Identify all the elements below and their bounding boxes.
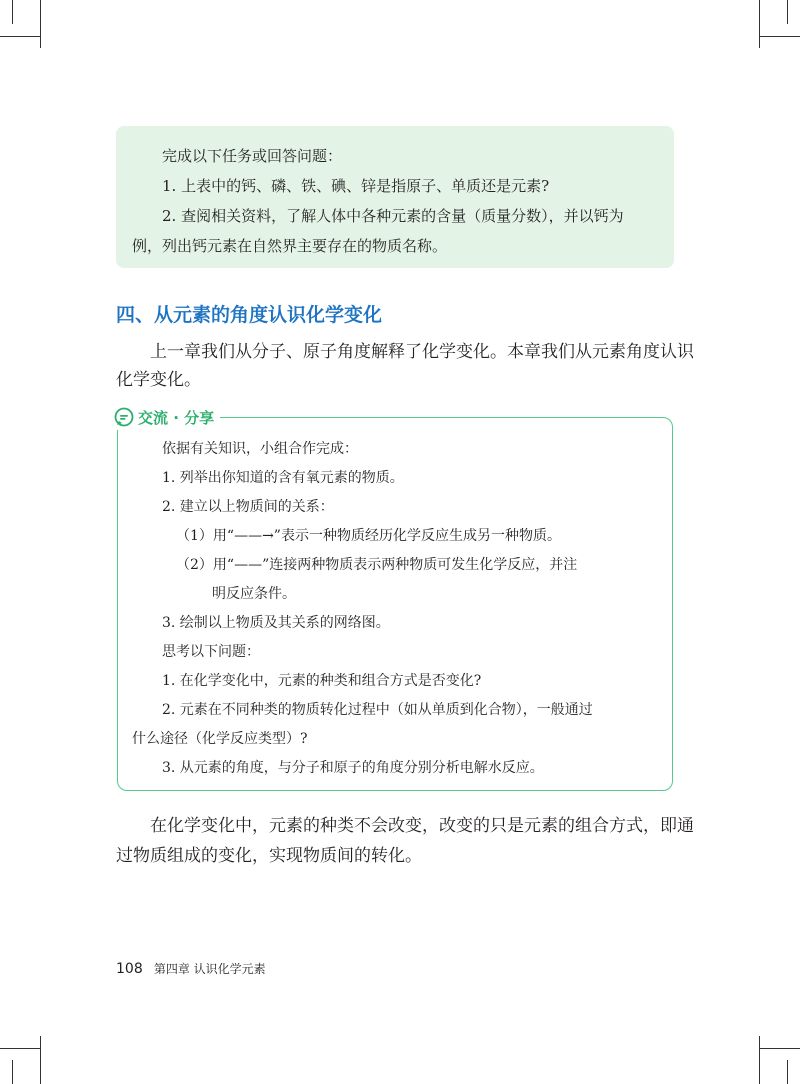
crop-mark: [0, 36, 40, 37]
share-line: 2. 建立以上物质间的关系：: [162, 499, 334, 515]
crop-mark: [760, 1048, 800, 1049]
share-title: [112, 404, 220, 430]
crop-mark: [760, 36, 800, 37]
intro-line: 化学变化。: [116, 370, 201, 390]
crop-mark: [787, 1060, 788, 1084]
share-line: 2. 元素在不同种类的物质转化过程中（如从单质到化合物），一般通过: [162, 702, 593, 718]
page-number: 108: [116, 961, 143, 977]
share-line: （2）用“——”连接两种物质表示两种物质可发生化学反应，并注: [176, 557, 578, 573]
crop-mark: [40, 1036, 41, 1084]
share-line: 思考以下问题：: [162, 644, 260, 660]
share-line: （1）用“——→”表示一种物质经历化学反应生成另一种物质。: [176, 528, 561, 544]
page-footer: [116, 958, 266, 977]
share-line: 3. 绘制以上物质及其关系的网络图。: [162, 615, 390, 631]
share-line: 什么途径（化学反应类型）?: [132, 731, 308, 747]
crop-mark: [12, 1060, 13, 1084]
task-line: 1. 上表中的钙、磷、铁、碘、锌是指原子、单质还是元素?: [162, 177, 550, 195]
conclusion-line: 过物质组成的变化，实现物质间的转化。: [116, 846, 422, 866]
crop-mark: [759, 0, 760, 48]
crop-mark: [0, 1048, 40, 1049]
share-line: 1. 列举出你知道的含有氧元素的物质。: [162, 470, 404, 486]
section-heading: 四、从元素的角度认识化学变化: [116, 304, 383, 326]
crop-mark: [12, 0, 13, 24]
crop-mark: [40, 0, 41, 48]
chat-bubble-icon: [114, 407, 134, 427]
share-line: 3. 从元素的角度，与分子和原子的角度分别分析电解水反应。: [162, 760, 544, 776]
share-line: 明反应条件。: [212, 586, 296, 602]
crop-mark: [787, 0, 788, 24]
task-line: 完成以下任务或回答问题：: [162, 147, 343, 165]
intro-line: 上一章我们从分子、原子角度解释了化学变化。本章我们从元素角度认识: [150, 342, 694, 362]
share-line: 1. 在化学变化中，元素的种类和组合方式是否变化?: [162, 673, 482, 689]
share-title-text: 交流 · 分享: [138, 408, 215, 427]
share-line: 依据有关知识，小组合作完成：: [162, 441, 358, 457]
task-line: 2. 查阅相关资料，了解人体中各种元素的含量（质量分数），并以钙为: [162, 207, 624, 225]
task-line: 例，列出钙元素在自然界主要存在的物质名称。: [132, 237, 448, 255]
crop-mark: [759, 1036, 760, 1084]
chapter-title: 第四章 认识化学元素: [153, 962, 266, 976]
conclusion-line: 在化学变化中，元素的种类不会改变，改变的只是元素的组合方式，即通: [150, 816, 694, 836]
